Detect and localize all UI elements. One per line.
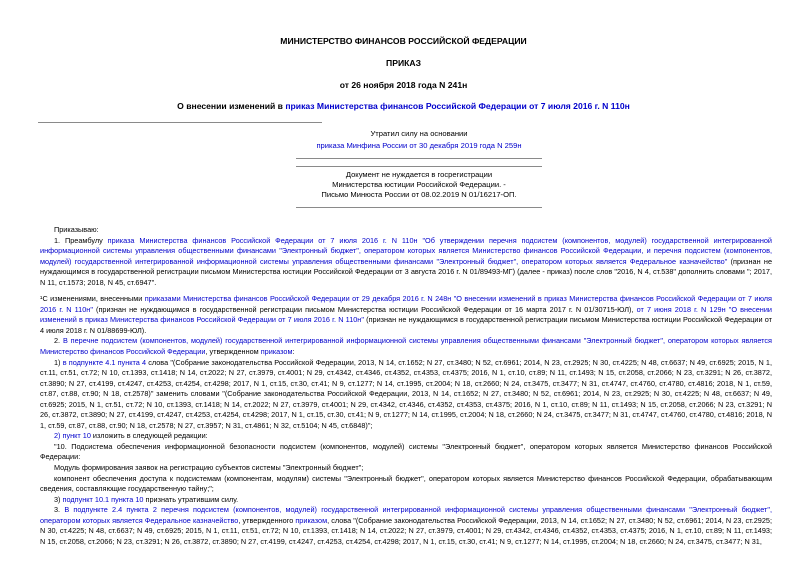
subparagraph-2-3 [40,495,772,506]
repeal-note [296,129,542,151]
footnote-marker: ¹ [40,294,43,304]
paragraph-text: изложить в следующей редакции: [90,431,208,441]
order-110n-link[interactable]: приказа Министерства финансов Российской Федерации от 7 июля 2016 г. N 110н "Об утверждении перечня подсистем (компонентов, модулей) государственной интегрированной информационной системы управления общественными финансами "Электронный бюджет", оператором которых является Министерство финансов Российской Федерации, и перечня подсистем (компонентов, модулей) государственной интегрированной информационной системы управления общественными финансами "Электронный бюджет", оператором которых является Федеральное казначейство" [40,235,772,266]
paragraph-text: (признан не нуждающимся в государственной регистрации письмом Министерства юстиции Российской Федерации от 4 июля 2018 г. N 01/88699-ЮЛ). [40,315,773,335]
clause-10-link[interactable]: 2) пункт 10 [54,431,91,441]
paragraph-text: : [292,347,295,357]
paragraph-text: слова "(Собрание законодательства Российской Федерации, 2013, N 14, ст.1652; N 27, ст.3480; N 52, ст.6961; 2014, N 23, ст.2925; N 30, ст.4225; N 48, ст.6637; N 49, ст.6925; 2015, N 1, ст.11, ст.51, ст.72; N 10, ст.1393, ст.1418; N 14, ст.2022; N 27, ст.3979, ст.4001; N 29, ст.4342, ст.4346, ст.4352, ст.4353, ст.4375; 2016, N 1, ст.10, ст.89; N 11, ст.1493; N 15, ст.2058, ст.2066; N 23, ст.3291; N 26, ст.3872, ст.3890; N 27, ст.4199, ст.4247, ст.4253, ст.4254, ст.4298; 2017, N 1, ст.15, ст.30, ст.41; N 9, ст.1277; N 14, ст.1995, ст.2004; N 18, ст.2660; N 24, ст.3475, ст.3477; N 31, ст.4747, ст.4760, ст.4780, ст.4816; 2018, N 1, ст.59, ст.87, ст.88, ст.90; N 18, ст.2578)" заменить словами "(Собрание законодательства Российской Федерации, 2013, N 14, ст.1652; N 27, ст.3480; N 52, ст.6961; 2014, N 23, ст.2925; N 30, ст.4225; N 48, ст.6637; N 49, ст.6925; 2015, N 1, ст.51, ст.72; N 10, ст.1393, ст.1418; N 14, ст.2022; N 27, ст.3979, ст.4001; N 29, ст.4342, ст.4346, ст.4352, ст.4353, ст.4375; 2016, N 1, ст.10, ст.89; N 11, ст.1493; N 15, ст.2058, ст.2066; N 23, ст.3291; N 26, ст.3872, ст.3890; N 27, ст.4199, ст.4247, ст.4253, ст.4254, ст.4298; 2017, N 1, ст.15, ст.30, ст.41; N 9, ст.1277; N 14, ст.1995, ст.2004; N 18, ст.2660; N 24, ст.3475, ст.3477; N 31, ст.4747, ст.4760, ст.4780, ст.4816; 2018, N 1, ст.59, ст.87, ст.88, ст.90; N 18, ст.2578; N 27, ст.3957; N 31, ст.4861; N 32, ст.5104; N 45, ст.6848)"; [40,357,772,430]
footnote-paragraph [40,294,772,336]
paragraph-text: 1. Преамбулу [54,235,108,245]
registration-note [296,170,542,201]
minfin-list-link[interactable]: В перечне подсистем (компонентов, модулей) государственной интегрированной информационной системы управления общественными финансами "Электронный бюджет", оператором которых является Министерство финансов Российской Федерации [40,336,772,357]
paragraph-text: 3) [54,494,63,504]
doc-title-prefix: О внесении изменений в [177,101,286,111]
order-link[interactable]: приказом [295,515,328,525]
paragraph-3 [40,505,772,547]
registration-note-line: Письмо Минюста России от 08.02.2019 N 01/16217-ОП. [321,190,517,200]
doc-title [0,101,807,111]
divider [296,166,542,167]
order-intro: Приказываю: [54,225,99,234]
ministry-heading: МИНИСТЕРСТВО ФИНАНСОВ РОССИЙСКОЙ ФЕДЕРАЦИИ [280,36,527,46]
paragraph-text: (признан не нуждающимся в государственной регистрации письмом Министерства юстиции Российской Федерации от 16 марта 2017 г. N 01/30715-ЮЛ), [92,304,637,314]
paragraph-2 [40,336,772,357]
treasury-list-link[interactable]: В подпункте 2.4 пункта 2 перечня подсистем (компонентов, модулей) государственной интегрированной информационной системы управления общественными финансами "Электронный бюджет", оператором которых является Федеральное казначейство [40,505,772,525]
clause-10-module: Модуль формирования заявок на регистрацию субъектов системы "Электронный бюджет"; [54,463,364,473]
doc-title-link[interactable]: приказ Министерства финансов Российской Федерации от 7 июля 2016 г. N 110н [285,101,630,111]
subclause-4-1-link[interactable]: в подпункте 4.1 пункта 4 [62,357,147,367]
order-248n-link[interactable]: приказами Министерства финансов Российской Федерации от 29 декабря 2016 г. N 248н "О внесении изменений в приказ Министерства финансов Российской Федерации от 7 июля 2016 г. N 110н" [40,294,772,314]
divider [38,122,322,123]
subclause-10-1-link[interactable]: подпункт 10.1 пункта 10 [62,494,144,504]
paragraph-text: , слова "(Собрание законодательства Российской Федерации, 2013, N 14, ст.1652; N 27, ст.3480; N 52, ст.6961; 2014, N 23, ст.2925; N 30, ст.4225; N 48, ст.6637; N 49, ст.6925; 2015, N 1, ст.11, ст.51, ст.72; N 10, ст.1393, ст.1418; N 14, ст.2022; N 27, ст.3979, ст.4001; N 29, ст.4342, ст.4346, ст.4352, ст.4353, ст.4375; 2016, N 1, ст.10, ст.89; N 11, ст.1493; N 15, ст.2058, ст.2066; N 23, ст.3291; N 26, ст.3872, ст.3890; N 27, ст.4199, ст.4247, ст.4253, ст.4254, ст.4298; 2017, N 1, ст.15, ст.30, ст.41; N 9, ст.1277; N 14, ст.1995, ст.2004; N 18, ст.2660; N 24, ст.3475, ст.3477; N 31, [40,515,772,546]
clause-10-component: компонент обеспечения доступа к подсистемам (компонентам, модулям) системы "Электронный бюджет", оператором которых является Министерство финансов Российской Федерации, обрабатывающим сведения, составляющие государственную тайну;"; [40,473,772,494]
paragraph-text: (признан не нуждающимся в государственной регистрации письмом Министерства юстиции Российской Федерации от 3 августа 2016 г. N 01/89493-МГ) (далее - приказ) после слов "2016, N 4, ст.538" дополнить словами "; 2017, N 11, ст.1573; 2018, N 45, ст.6947". [40,256,772,287]
repeal-note-text: Утратил силу на основании [370,129,468,138]
paragraph-text: С изменениями, внесенными [42,294,145,304]
paragraph-text: 2. [54,336,63,346]
paragraph-text: признать утратившим силу. [143,494,239,504]
divider [296,207,542,208]
paragraph-text: 3. [54,505,65,515]
paragraph-text: , утвержденном [205,347,261,357]
doc-type-heading: ПРИКАЗ [386,58,421,68]
order-link[interactable]: приказом [260,347,293,357]
subparagraph-2-2 [40,431,772,442]
registration-note-line: Министерства юстиции Российской Федерации. - [332,180,506,190]
registration-note-line: Документ не нуждается в госрегистрации [345,170,493,179]
repeal-order-link[interactable]: приказа Минфина России от 30 декабря 2019 года N 259н [316,141,522,151]
order-129n-link[interactable]: от 7 июня 2018 г. N 129н "О внесении изменений в приказ Министерства финансов Российской Федерации от 7 июля 2016 г. N 110н" [40,304,772,325]
divider [296,158,542,159]
paragraph-text: 1) [54,357,63,367]
subparagraph-2-1 [40,358,772,432]
order-body [40,225,772,547]
clause-10-text: "10. Подсистема обеспечения информационной безопасности подсистем (компонентов, модулей) системы "Электронный бюджет", оператором которых является Министерство финансов Российской Федерации: [40,441,772,462]
paragraph-1 [40,236,772,289]
doc-date-number: от 26 ноября 2018 года N 241н [339,80,468,90]
paragraph-text: , утвержденного [238,515,296,525]
